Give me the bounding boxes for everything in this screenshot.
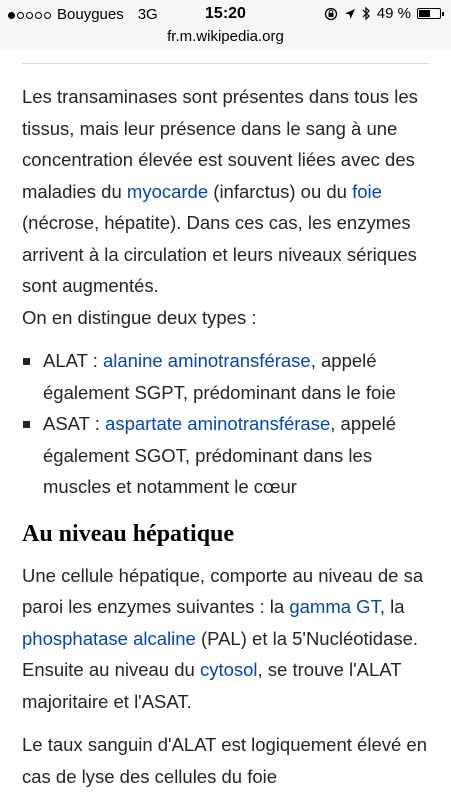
list-item-prefix: ASAT :: [43, 413, 106, 434]
battery-percent: 49 %: [376, 5, 411, 22]
paragraph-text: Les transaminases sont présentes dans tous les tissus, mais leur présence dans le sang à une concentration élevée est souvent liées avec des maladies du: [22, 86, 418, 202]
rotation-lock-icon: [324, 7, 338, 21]
bluetooth-icon: [362, 6, 371, 21]
paragraph-text: (infarctus) ou du: [208, 180, 353, 202]
list-item-prefix: ALAT :: [43, 350, 103, 371]
link-alanine-aminotransferase[interactable]: alanine aminotransférase: [102, 350, 311, 371]
paragraph-intro: [22, 81, 432, 333]
article-content: [22, 81, 432, 792]
url-bar[interactable]: [0, 28, 451, 50]
paragraph-text: Une cellule hépatique, comporte au niveau de sa paroi les enzymes suivantes : la: [22, 564, 424, 617]
network-type: 3G: [137, 6, 158, 23]
paragraph-alat: Le taux sanguin d'ALAT est logiquement élevé en cas de lyse des cellules du foie: [22, 734, 427, 787]
list-item: [22, 408, 432, 503]
carrier-name: Bouygues: [57, 6, 124, 23]
link-gamma-gt[interactable]: gamma GT: [289, 596, 380, 617]
status-bar: [0, 0, 451, 28]
battery-icon: [417, 8, 441, 19]
paragraph-text: (nécrose, hépatite). Dans ces cas, les enzymes arrivent à la circulation et leurs niveaux sériques sont augmentés.: [22, 212, 417, 296]
list-item-text: , appelé également SGOT, prédominant dans les muscles et notamment le cœur: [43, 413, 397, 497]
paragraph-text: , la: [379, 596, 405, 617]
link-aspartate-aminotransferase[interactable]: aspartate aminotransférase: [105, 413, 331, 434]
paragraph-text: , se trouve l'ALAT majoritaire et l'ASAT.: [22, 659, 402, 712]
list-item: [22, 345, 432, 408]
paragraph-text: (PAL) et la 5'Nucléotidase. Ensuite au niveau du: [22, 627, 419, 680]
link-cytosol[interactable]: cytosol: [199, 659, 258, 680]
types-list: [22, 345, 432, 503]
list-item-text: , appelé également SGPT, prédominant dans le foie: [43, 350, 396, 403]
paragraph-hepatique: [22, 560, 432, 718]
link-phosphatase-alcaline[interactable]: phosphatase alcaline: [22, 627, 196, 649]
paragraph-text: On en distingue deux types :: [22, 306, 257, 328]
section-heading[interactable]: Au niveau hépatique: [22, 520, 235, 547]
location-arrow-icon: [344, 8, 356, 20]
link-foie[interactable]: foie: [352, 180, 382, 202]
section-divider: [22, 63, 429, 64]
url-text: fr.m.wikipedia.org: [167, 28, 284, 45]
clock: 15:20: [205, 5, 246, 22]
link-myocarde[interactable]: myocarde: [126, 180, 209, 202]
